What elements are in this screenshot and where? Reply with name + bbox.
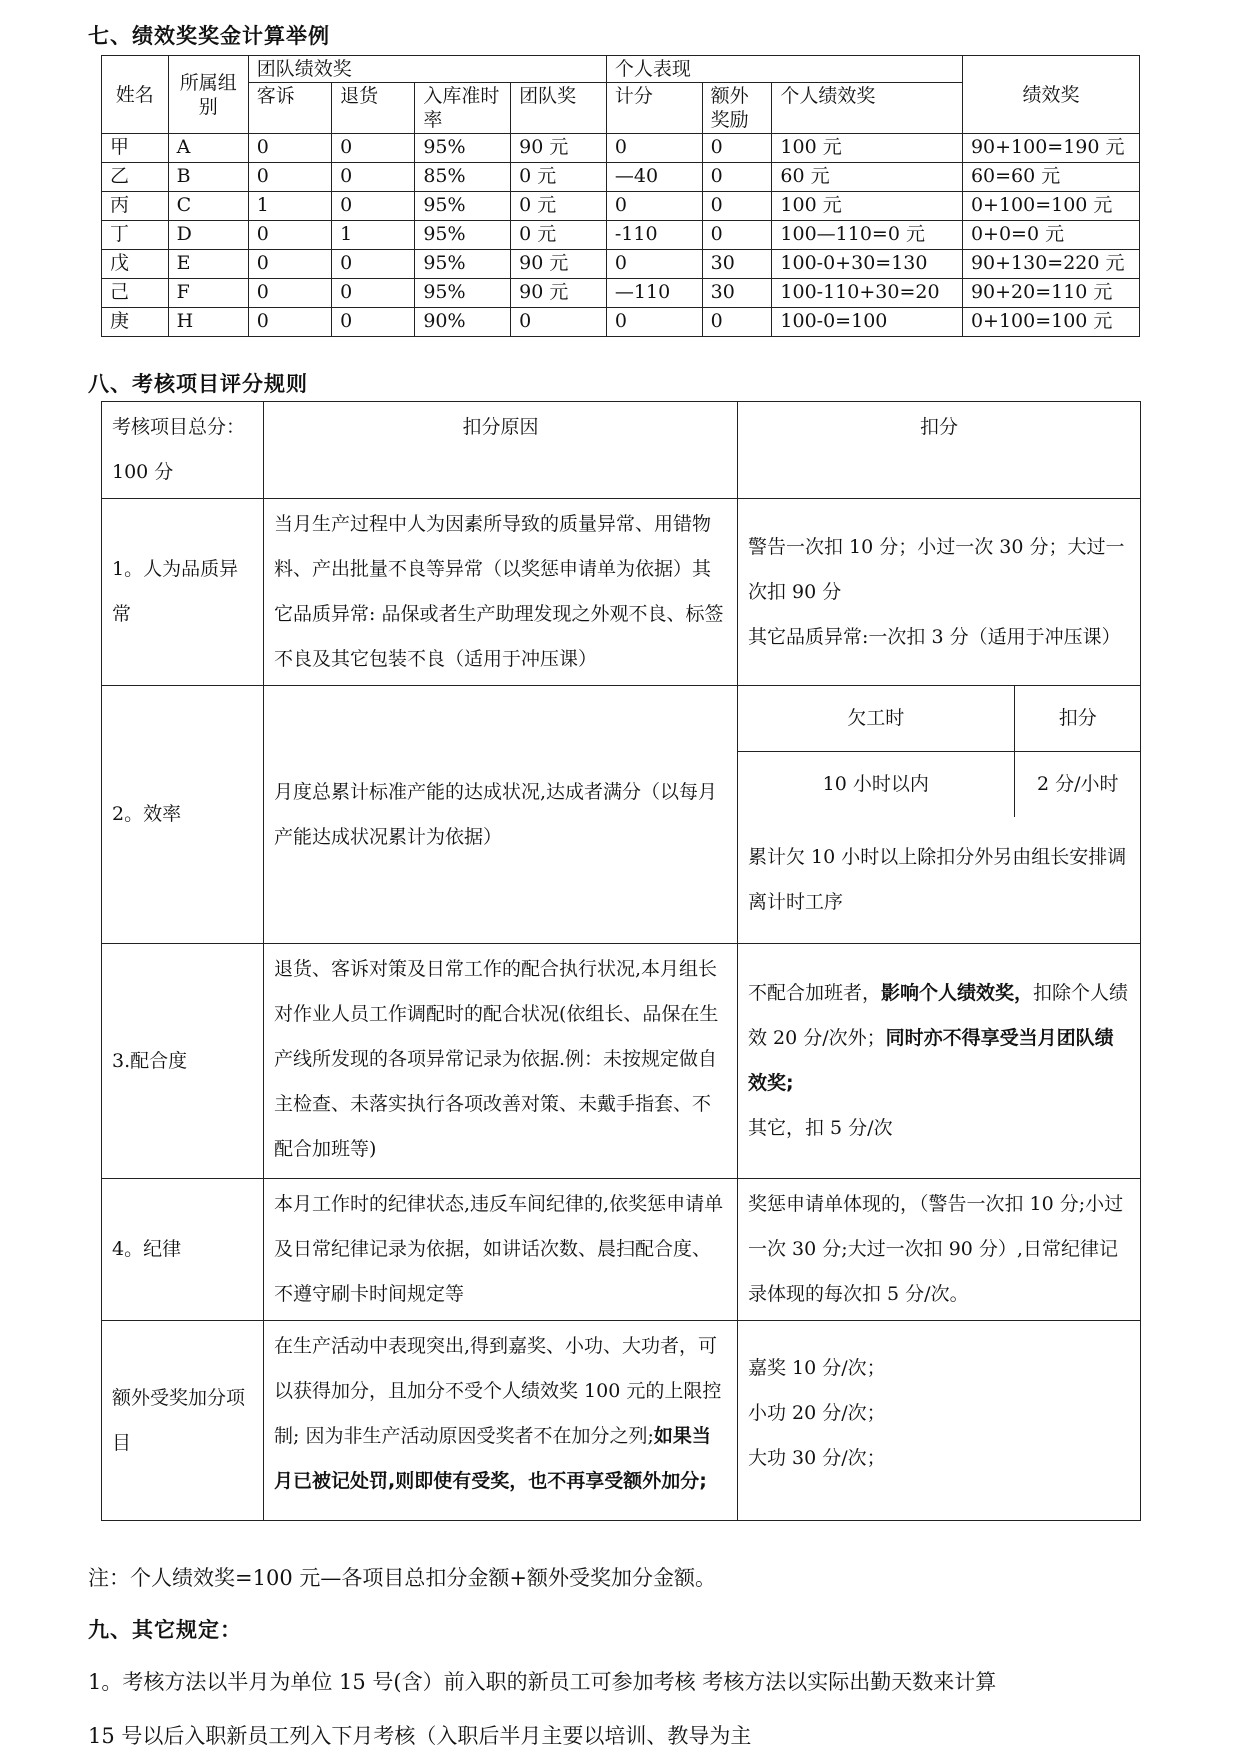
cell-complaint: 0 xyxy=(248,308,331,337)
cell-return: 0 xyxy=(332,250,415,279)
cell-group: E xyxy=(168,250,248,279)
cell-score: 0 xyxy=(606,308,702,337)
cell-ontime: 90% xyxy=(415,308,511,337)
cell-ontime: 95% xyxy=(415,250,511,279)
bonus-jiajiang: 嘉奖 10 分/次； xyxy=(748,1357,886,1379)
cell-complaint: 1 xyxy=(248,192,331,221)
cell-ontime: 95% xyxy=(415,134,511,163)
cell-team: 0 元 xyxy=(511,192,607,221)
cell-personal: 100-0+30=130 xyxy=(772,250,963,279)
quality-deduct-main: 警告一次扣 10 分；小过一次 30 分；大过一次扣 90 分 xyxy=(748,535,1125,603)
cell-total: 0+100=100 元 xyxy=(962,192,1139,221)
cell-team: 90 元 xyxy=(511,279,607,308)
table-row xyxy=(102,279,1140,308)
cell-ontime: 95% xyxy=(415,192,511,221)
cell-score: 0 xyxy=(606,250,702,279)
table-row xyxy=(102,250,1140,279)
efficiency-reason: 月度总累计标准产能的达成状况,达成者满分（以每月产能达成状况累计为依据） xyxy=(264,686,738,944)
cooperation-d3: 扣除个人绩效 20 分/次外； xyxy=(748,982,1129,1049)
bonus-item: 额外受奖加分项目 xyxy=(102,1321,264,1521)
cell-personal: 60 元 xyxy=(772,163,963,192)
header-group: 所属组别 xyxy=(168,56,248,134)
cell-return: 0 xyxy=(332,134,415,163)
cell-complaint: 0 xyxy=(248,250,331,279)
cooperation-item: 3.配合度 xyxy=(102,944,264,1179)
cooperation-deduct xyxy=(738,944,1141,1179)
cell-team: 90 元 xyxy=(511,134,607,163)
cell-group: H xyxy=(168,308,248,337)
cell-score: 0 xyxy=(606,192,702,221)
cell-personal: 100 元 xyxy=(772,192,963,221)
header-extra-reward: 额外奖励 xyxy=(702,83,772,134)
cell-extra: 0 xyxy=(702,192,772,221)
table-row xyxy=(102,192,1140,221)
cell-extra: 0 xyxy=(702,308,772,337)
header-reason: 扣分原因 xyxy=(264,402,738,499)
efficiency-deduct xyxy=(738,686,1141,944)
quality-item: 1。人为品质异常 xyxy=(102,499,264,686)
bonus-example-table xyxy=(101,55,1140,337)
cooperation-d4: 同时亦不得享受当月团队绩效奖; xyxy=(748,1027,1114,1094)
efficiency-val-deduct: 2 分/小时 xyxy=(1036,773,1119,795)
cell-team: 0 xyxy=(511,308,607,337)
cell-extra: 0 xyxy=(702,221,772,250)
cell-complaint: 0 xyxy=(248,221,331,250)
cell-extra: 30 xyxy=(702,250,772,279)
cell-total: 90+100=190 元 xyxy=(962,134,1139,163)
cell-personal: 100—110=0 元 xyxy=(772,221,963,250)
cell-ontime: 95% xyxy=(415,221,511,250)
cell-name: 丙 xyxy=(102,192,169,221)
cell-name: 庚 xyxy=(102,308,169,337)
cell-score: -110 xyxy=(606,221,702,250)
efficiency-col-shortfall: 欠工时 xyxy=(738,686,1014,752)
cell-return: 0 xyxy=(332,192,415,221)
cell-complaint: 0 xyxy=(248,279,331,308)
cell-return: 0 xyxy=(332,163,415,192)
table-row xyxy=(102,163,1140,192)
header-team-perf: 团队绩效奖 xyxy=(248,56,606,83)
cell-team: 0 元 xyxy=(511,221,607,250)
table-row xyxy=(102,134,1140,163)
discipline-deduct: 奖惩申请单体现的，（警告一次扣 10 分;小过一次 30 分;大过一次扣 90 分）,日常纪律记录体现的每次扣 5 分/次。 xyxy=(738,1179,1141,1321)
header-perf-bonus: 绩效奖 xyxy=(962,56,1139,134)
cooperation-d5: 其它，扣 5 分/次 xyxy=(748,1117,893,1139)
cell-extra: 30 xyxy=(702,279,772,308)
table-row xyxy=(102,308,1140,337)
cell-complaint: 0 xyxy=(248,134,331,163)
header-item-total: 考核项目总分：100 分 xyxy=(102,402,264,499)
cell-extra: 0 xyxy=(702,163,772,192)
cell-personal: 100 元 xyxy=(772,134,963,163)
efficiency-item: 2。效率 xyxy=(102,686,264,944)
rule-line-2: 15 号以后入职新员工列入下月考核（入职后半月主要以培训、教导为主 xyxy=(88,1724,752,1748)
cell-ontime: 85% xyxy=(415,163,511,192)
cell-name: 己 xyxy=(102,279,169,308)
scoring-rules-table xyxy=(101,401,1141,1521)
bonus-deduct xyxy=(738,1321,1141,1521)
cell-group: A xyxy=(168,134,248,163)
bonus-dagong: 大功 30 分/次； xyxy=(748,1447,886,1469)
cell-score: —40 xyxy=(606,163,702,192)
cell-score: —110 xyxy=(606,279,702,308)
cell-team: 90 元 xyxy=(511,250,607,279)
cell-ontime: 95% xyxy=(415,279,511,308)
cooperation-d1: 不配合加班者， xyxy=(748,982,882,1004)
cooperation-reason: 退货、客诉对策及日常工作的配合执行状况,本月组长对作业人员工作调配时的配合状况(依组长、品保在生产线所发现的各项异常记录为依据.例：未按规定做自主检查、未落实执行各项改善对策、未戴手指套、不配合加班等) xyxy=(264,944,738,1179)
table-row xyxy=(102,221,1140,250)
header-personal-bonus: 个人绩效奖 xyxy=(772,83,963,134)
section7-title: 七、绩效奖奖金计算举例 xyxy=(88,24,330,48)
cell-team: 0 元 xyxy=(511,163,607,192)
cell-name: 丁 xyxy=(102,221,169,250)
cell-name: 乙 xyxy=(102,163,169,192)
bonus-xiaogong: 小功 20 分/次； xyxy=(748,1402,886,1424)
cell-group: F xyxy=(168,279,248,308)
header-deduct: 扣分 xyxy=(738,402,1141,499)
cell-total: 0+100=100 元 xyxy=(962,308,1139,337)
bonus-reason-bold: 如果当月已被记处罚,则即使有受奖，也不再享受额外加分; xyxy=(274,1425,711,1492)
cell-group: C xyxy=(168,192,248,221)
rule-line-1: 1。考核方法以半月为单位 15 号(含）前入职的新员工可参加考核 考核方法以实际出勤天数来计算 xyxy=(88,1670,997,1694)
cell-total: 60=60 元 xyxy=(962,163,1139,192)
header-ontime: 入库准时率 xyxy=(415,83,511,134)
header-complaint: 客诉 xyxy=(248,83,331,134)
header-return: 退货 xyxy=(332,83,415,134)
cell-score: 0 xyxy=(606,134,702,163)
quality-deduct-other: 其它品质异常:一次扣 3 分（适用于冲压课） xyxy=(748,625,1121,648)
section9-title: 九、其它规定： xyxy=(88,1618,242,1642)
bonus-reason-text: 在生产活动中表现突出,得到嘉奖、小功、大功者，可以获得加分，且加分不受个人绩效奖 100 元的上限控制; 因为非生产活动原因受奖者不在加分之列; xyxy=(274,1335,722,1447)
header-score: 计分 xyxy=(606,83,702,134)
discipline-reason: 本月工作时的纪律状态,违反车间纪律的,依奖惩申请单及日常纪律记录为依据，如讲话次数、晨扫配合度、不遵守刷卡时间规定等 xyxy=(264,1179,738,1321)
cell-group: B xyxy=(168,163,248,192)
efficiency-val-shortfall: 10 小时以内 xyxy=(738,752,1014,818)
cell-return: 0 xyxy=(332,279,415,308)
header-team-bonus: 团队奖 xyxy=(511,83,607,134)
efficiency-col-deduct: 扣分 xyxy=(1014,686,1141,752)
discipline-item: 4。纪律 xyxy=(102,1179,264,1321)
cell-total: 0+0=0 元 xyxy=(962,221,1139,250)
header-personal-perf: 个人表现 xyxy=(606,56,962,83)
cell-name: 甲 xyxy=(102,134,169,163)
cell-personal: 100-110+30=20 xyxy=(772,279,963,308)
quality-reason: 当月生产过程中人为因素所导致的质量异常、用错物料、产出批量不良等异常（以奖惩申请单为依据）其它品质异常: 品保或者生产助理发现之外观不良、标签不良及其它包装不良（适用于冲压课） xyxy=(264,499,738,686)
cell-personal: 100-0=100 xyxy=(772,308,963,337)
cooperation-d2: 影响个人绩效奖， xyxy=(881,982,1034,1004)
header-name: 姓名 xyxy=(102,56,169,134)
cell-total: 90+130=220 元 xyxy=(962,250,1139,279)
section8-title: 八、考核项目评分规则 xyxy=(88,372,308,396)
quality-deduct xyxy=(738,499,1141,686)
bonus-reason xyxy=(264,1321,738,1521)
cell-return: 0 xyxy=(332,308,415,337)
cell-complaint: 0 xyxy=(248,163,331,192)
bonus-example-rows xyxy=(102,134,1140,337)
cell-total: 90+20=110 元 xyxy=(962,279,1139,308)
formula-note: 注：个人绩效奖=100 元—各项目总扣分金额+额外受奖加分金额。 xyxy=(88,1566,716,1590)
efficiency-subtable xyxy=(738,686,1141,817)
cell-name: 戊 xyxy=(102,250,169,279)
cell-extra: 0 xyxy=(702,134,772,163)
efficiency-note: 累计欠 10 小时以上除扣分外另由组长安排调离计时工序 xyxy=(748,846,1127,913)
cell-return: 1 xyxy=(332,221,415,250)
cell-group: D xyxy=(168,221,248,250)
